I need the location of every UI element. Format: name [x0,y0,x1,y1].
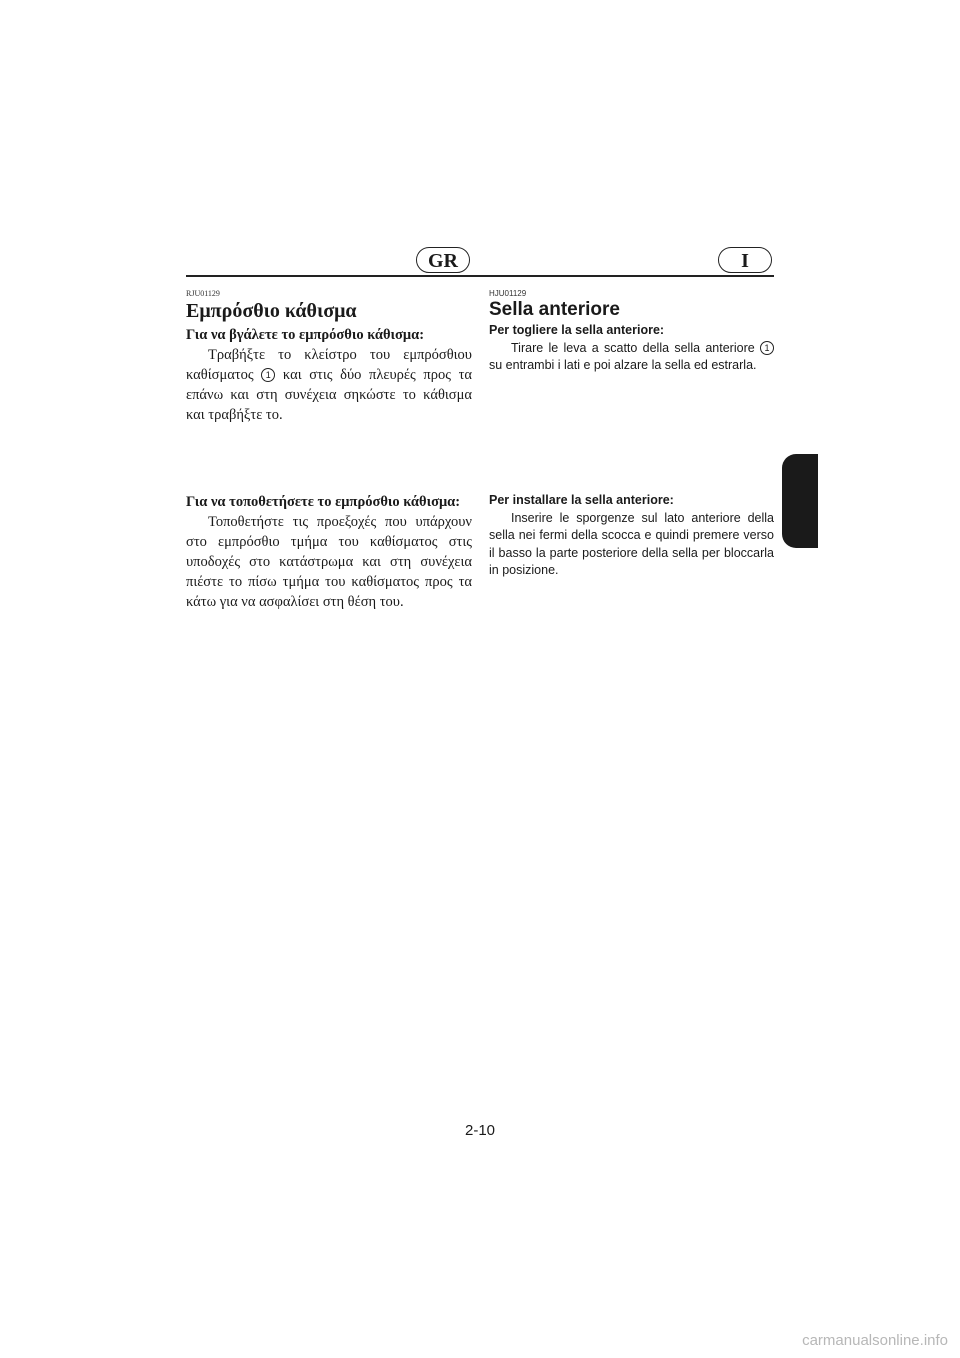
italian-section-code: HJU01129 [489,289,527,298]
greek-remove-block [186,325,472,425]
watermark: carmanualsonline.info [802,1332,948,1349]
italian-remove-text-a: Tirare le leva a scatto della sella anteriore [511,340,755,355]
greek-section-title: Εμπρόσθιο κάθισμα [186,300,357,322]
callout-1-icon: 1 [261,368,275,382]
italian-remove-paragraph [489,340,774,375]
page-number: 2-10 [464,1122,496,1139]
greek-install-heading: Για να τοποθετήσετε το εμπρόσθιο κάθισμα: [186,494,461,510]
greek-remove-text-b: και στις δύο πλευρές προς τα επάνω και στη συνέχεια σηκώστε το κάθισμα και τραβήξτε το. [186,367,472,423]
greek-remove-text-a: Τραβήξτε το κλείστρο του εμπρόσθιου καθίσματος [186,347,472,383]
greek-install-paragraph: Τοποθετήστε τις προεξοχές που υπάρχουν στο εμπρόσθιο τμήμα του καθίσματος στις υποδοχές στο κατάστρωμα και στη συνέχεια πιέστε το πίσω τμήμα του καθίσματος προς τα κάτω για να ασφαλίσει στη θέση του. [186,514,472,610]
callout-1-icon: 1 [760,341,774,355]
italian-remove-heading: Per togliere la sella anteriore: [489,323,665,337]
language-badge-it: I [718,247,772,273]
header-rule [186,275,774,277]
language-badge-gr: GR [416,247,470,273]
greek-section-code: RJU01129 [186,289,220,298]
greek-remove-heading: Για να βγάλετε το εμπρόσθιο κάθισμα: [186,327,425,343]
italian-remove-text-b: su entrambi i lati e poi alzare la sella ed estrarla. [489,358,757,372]
italian-install-heading: Per installare la sella anteriore: [489,493,674,507]
greek-remove-paragraph [186,345,472,425]
italian-install-block [489,492,774,580]
greek-install-block [186,492,472,612]
italian-section-title: Sella anteriore [489,299,620,320]
italian-remove-block [489,322,774,375]
italian-install-paragraph: Inserire le sporgenze sul lato anteriore della sella nei fermi della scocca e quindi premere verso il basso la parte posteriore della sella per bloccarla in posizione. [489,510,774,577]
chapter-tab [782,454,818,548]
